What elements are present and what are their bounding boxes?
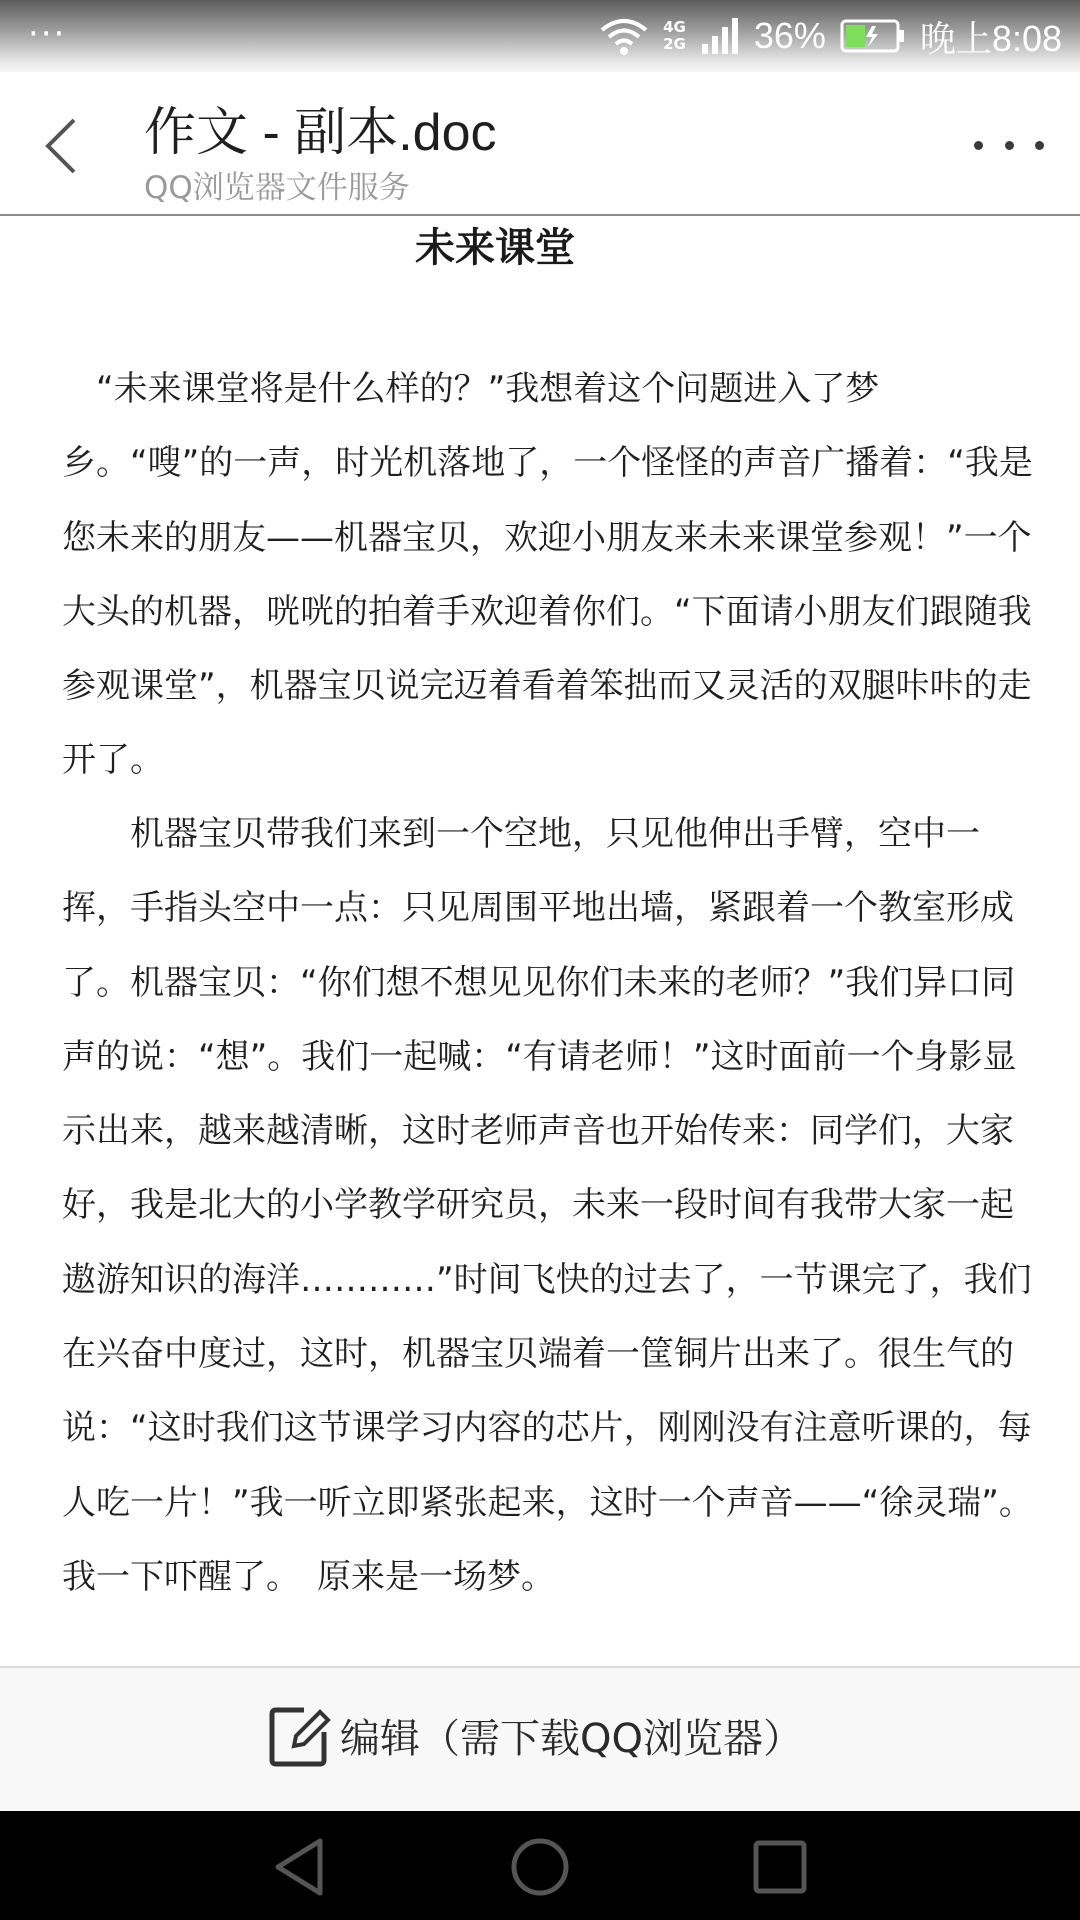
status-bar — [0, 0, 1080, 72]
edit-button[interactable] — [268, 1702, 803, 1768]
more-options-button[interactable] — [974, 128, 1044, 162]
nav-home-icon — [508, 1835, 572, 1899]
status-time: 晚上8:08 — [919, 17, 1062, 59]
nav-recents-button[interactable] — [748, 1835, 812, 1899]
app-header — [0, 72, 1080, 216]
battery-percent: 36% — [753, 15, 826, 56]
status-indicators — [599, 10, 1062, 62]
nav-home-button[interactable] — [508, 1835, 572, 1899]
edit-icon — [268, 1702, 332, 1768]
more-dot-icon — [1035, 141, 1044, 150]
network-top-label: 4G — [663, 18, 686, 36]
document-title: 未来课堂 — [415, 225, 575, 271]
back-button[interactable] — [42, 106, 98, 186]
network-type-label — [663, 19, 686, 53]
edit-bar — [0, 1666, 1080, 1812]
battery-icon — [840, 19, 906, 53]
wifi-icon — [599, 16, 649, 56]
network-bottom-label: 2G — [663, 35, 686, 53]
more-dot-icon — [1005, 141, 1014, 150]
page-subtitle: QQ浏览器文件服务 — [144, 170, 410, 206]
status-overflow-dots: ··· — [28, 14, 67, 54]
document-content[interactable] — [0, 216, 1080, 1666]
edit-button-label: 编辑（需下载QQ浏览器） — [340, 1715, 803, 1762]
page-title: 作文 - 副本.doc — [144, 104, 497, 162]
chevron-left-icon — [42, 116, 78, 176]
document-paragraph: 机器宝贝带我们来到一个空地，只见他伸出手臂，空中一挥，手指头空中一点：只见周围平地出墙，紧跟着一个教室形成了。机器宝贝：“你们想不想见见你们未来的老师？”我们异口同声的说：“想”。我们一起喊：“有请老师！”这时面前一个身影显示出来，越来越清晰，这时老师声音也开始传来：同学们，大家好，我是北大的小学教学研究员，未来一段时间有我带大家一起遨游知识的海洋…………”时间飞快的过去了，一节课完了，我们在兴奋中度过，这时，机器宝贝端着一筐铜片出来了。很生气的说：“这时我们这节课学习内容的芯片，刚刚没有注意听课的，每人吃一片！”我一听立即紧张起来，这时一个声音——“徐灵瑞”。我一下吓醒了。 原来是一场梦。 — [62, 814, 1033, 1597]
more-dot-icon — [974, 141, 983, 150]
navigation-bar — [0, 1811, 1080, 1920]
nav-back-button[interactable] — [268, 1835, 332, 1899]
document-paragraph: “未来课堂将是什么样的？”我想着这个问题进入了梦乡。“嗖”的一声，时光机落地了，一个怪怪的声音广播着：“我是您未来的朋友——机器宝贝，欢迎小朋友来未来课堂参观！”一个大头的机器，咣咣的拍着手欢迎着你们。“下面请小朋友们跟随我参观课堂”，机器宝贝说完迈着看着笨拙而又灵活的双腿咔咔的走开了。 — [62, 369, 1033, 781]
signal-icon — [700, 16, 740, 56]
nav-recents-icon — [748, 1835, 812, 1899]
nav-back-icon — [268, 1835, 332, 1899]
